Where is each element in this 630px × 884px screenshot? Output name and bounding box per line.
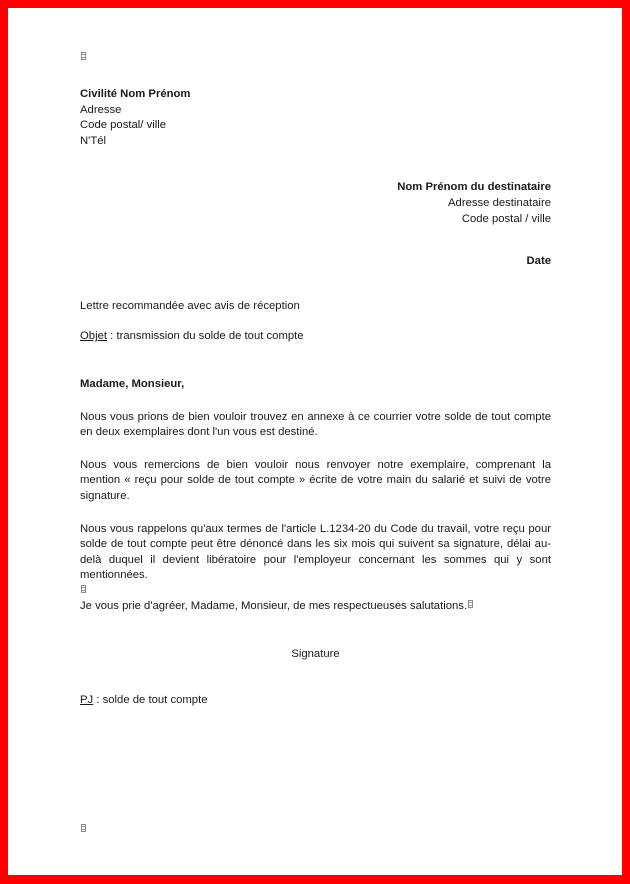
missing-glyph-box-icon <box>81 824 86 832</box>
attachment-text: solde de tout compte <box>102 694 208 707</box>
recipient-address: Adresse destinataire <box>448 196 551 209</box>
missing-glyph-box-icon <box>468 600 473 608</box>
missing-glyph-top-line <box>80 51 551 66</box>
spacer <box>80 663 551 693</box>
spacer <box>80 66 551 87</box>
subject-text: transmission du solde de tout compte <box>116 330 304 343</box>
paragraph-3: Nous vous rappelons qu'aux termes de l'article L.1234-20 du Code du travail, votre reçu pour solde de tout compte peut être dénoncé dans les six mois qui suivent sa signature, délai au-delà duquel il devient libératoire pour l'employeur concernant les sommes qui y sont mentionnées. <box>80 522 551 582</box>
spacer <box>80 270 551 299</box>
spacer <box>80 614 551 647</box>
sender-address: Adresse <box>80 103 122 116</box>
missing-glyph-box-icon <box>81 585 86 593</box>
date-label: Date <box>526 255 551 268</box>
recipient-address-block <box>80 180 551 227</box>
sender-postal-city: Code postal/ ville <box>80 119 167 132</box>
spacer <box>80 149 551 180</box>
sender-name: Civilité Nom Prénom <box>80 88 191 100</box>
closing-text: Je vous prie d'agréer, Madame, Monsieur, de mes respectueuses salutations. <box>80 599 468 612</box>
sender-phone: N'Tél <box>80 134 107 147</box>
signature-label: Signature <box>291 648 340 661</box>
spacer <box>80 8 551 51</box>
missing-glyph-before-closing-line <box>80 584 551 599</box>
salutation: Madame, Monsieur, <box>80 377 185 390</box>
recipient-postal-city: Code postal / ville <box>461 212 551 225</box>
document-body <box>80 8 551 875</box>
spacer <box>80 441 551 458</box>
spacer <box>80 314 551 329</box>
letter-page <box>8 8 622 875</box>
subject-label: Objet <box>80 330 108 343</box>
spacer <box>80 505 551 522</box>
sender-address-block <box>80 87 551 149</box>
missing-glyph-bottom-line <box>80 820 86 838</box>
recipient-name: Nom Prénom du destinataire <box>397 181 551 194</box>
paragraph-2: Nous vous remercions de bien vouloir nous renvoyer notre exemplaire, comprenant la mention « reçu pour solde de tout compte » écrite de votre main du salarié et suivi de votre signature. <box>80 458 551 502</box>
spacer <box>80 393 551 410</box>
attachment-label: PJ <box>80 694 94 707</box>
paragraph-1: Nous vous prions de bien vouloir trouvez en annexe à ce courrier votre solde de tout compte en deux exemplaires dont l'un vous est destiné. <box>80 410 551 439</box>
closing-line <box>80 599 551 615</box>
subject-line <box>80 329 551 345</box>
subject-separator: : <box>107 330 117 343</box>
mailing-notice: Lettre recommandée avec avis de réception <box>80 299 300 312</box>
spacer <box>80 345 551 377</box>
missing-glyph-box-icon <box>81 52 86 60</box>
attachment-line <box>80 693 551 709</box>
spacer <box>80 227 551 254</box>
attachment-separator: : <box>93 694 103 707</box>
